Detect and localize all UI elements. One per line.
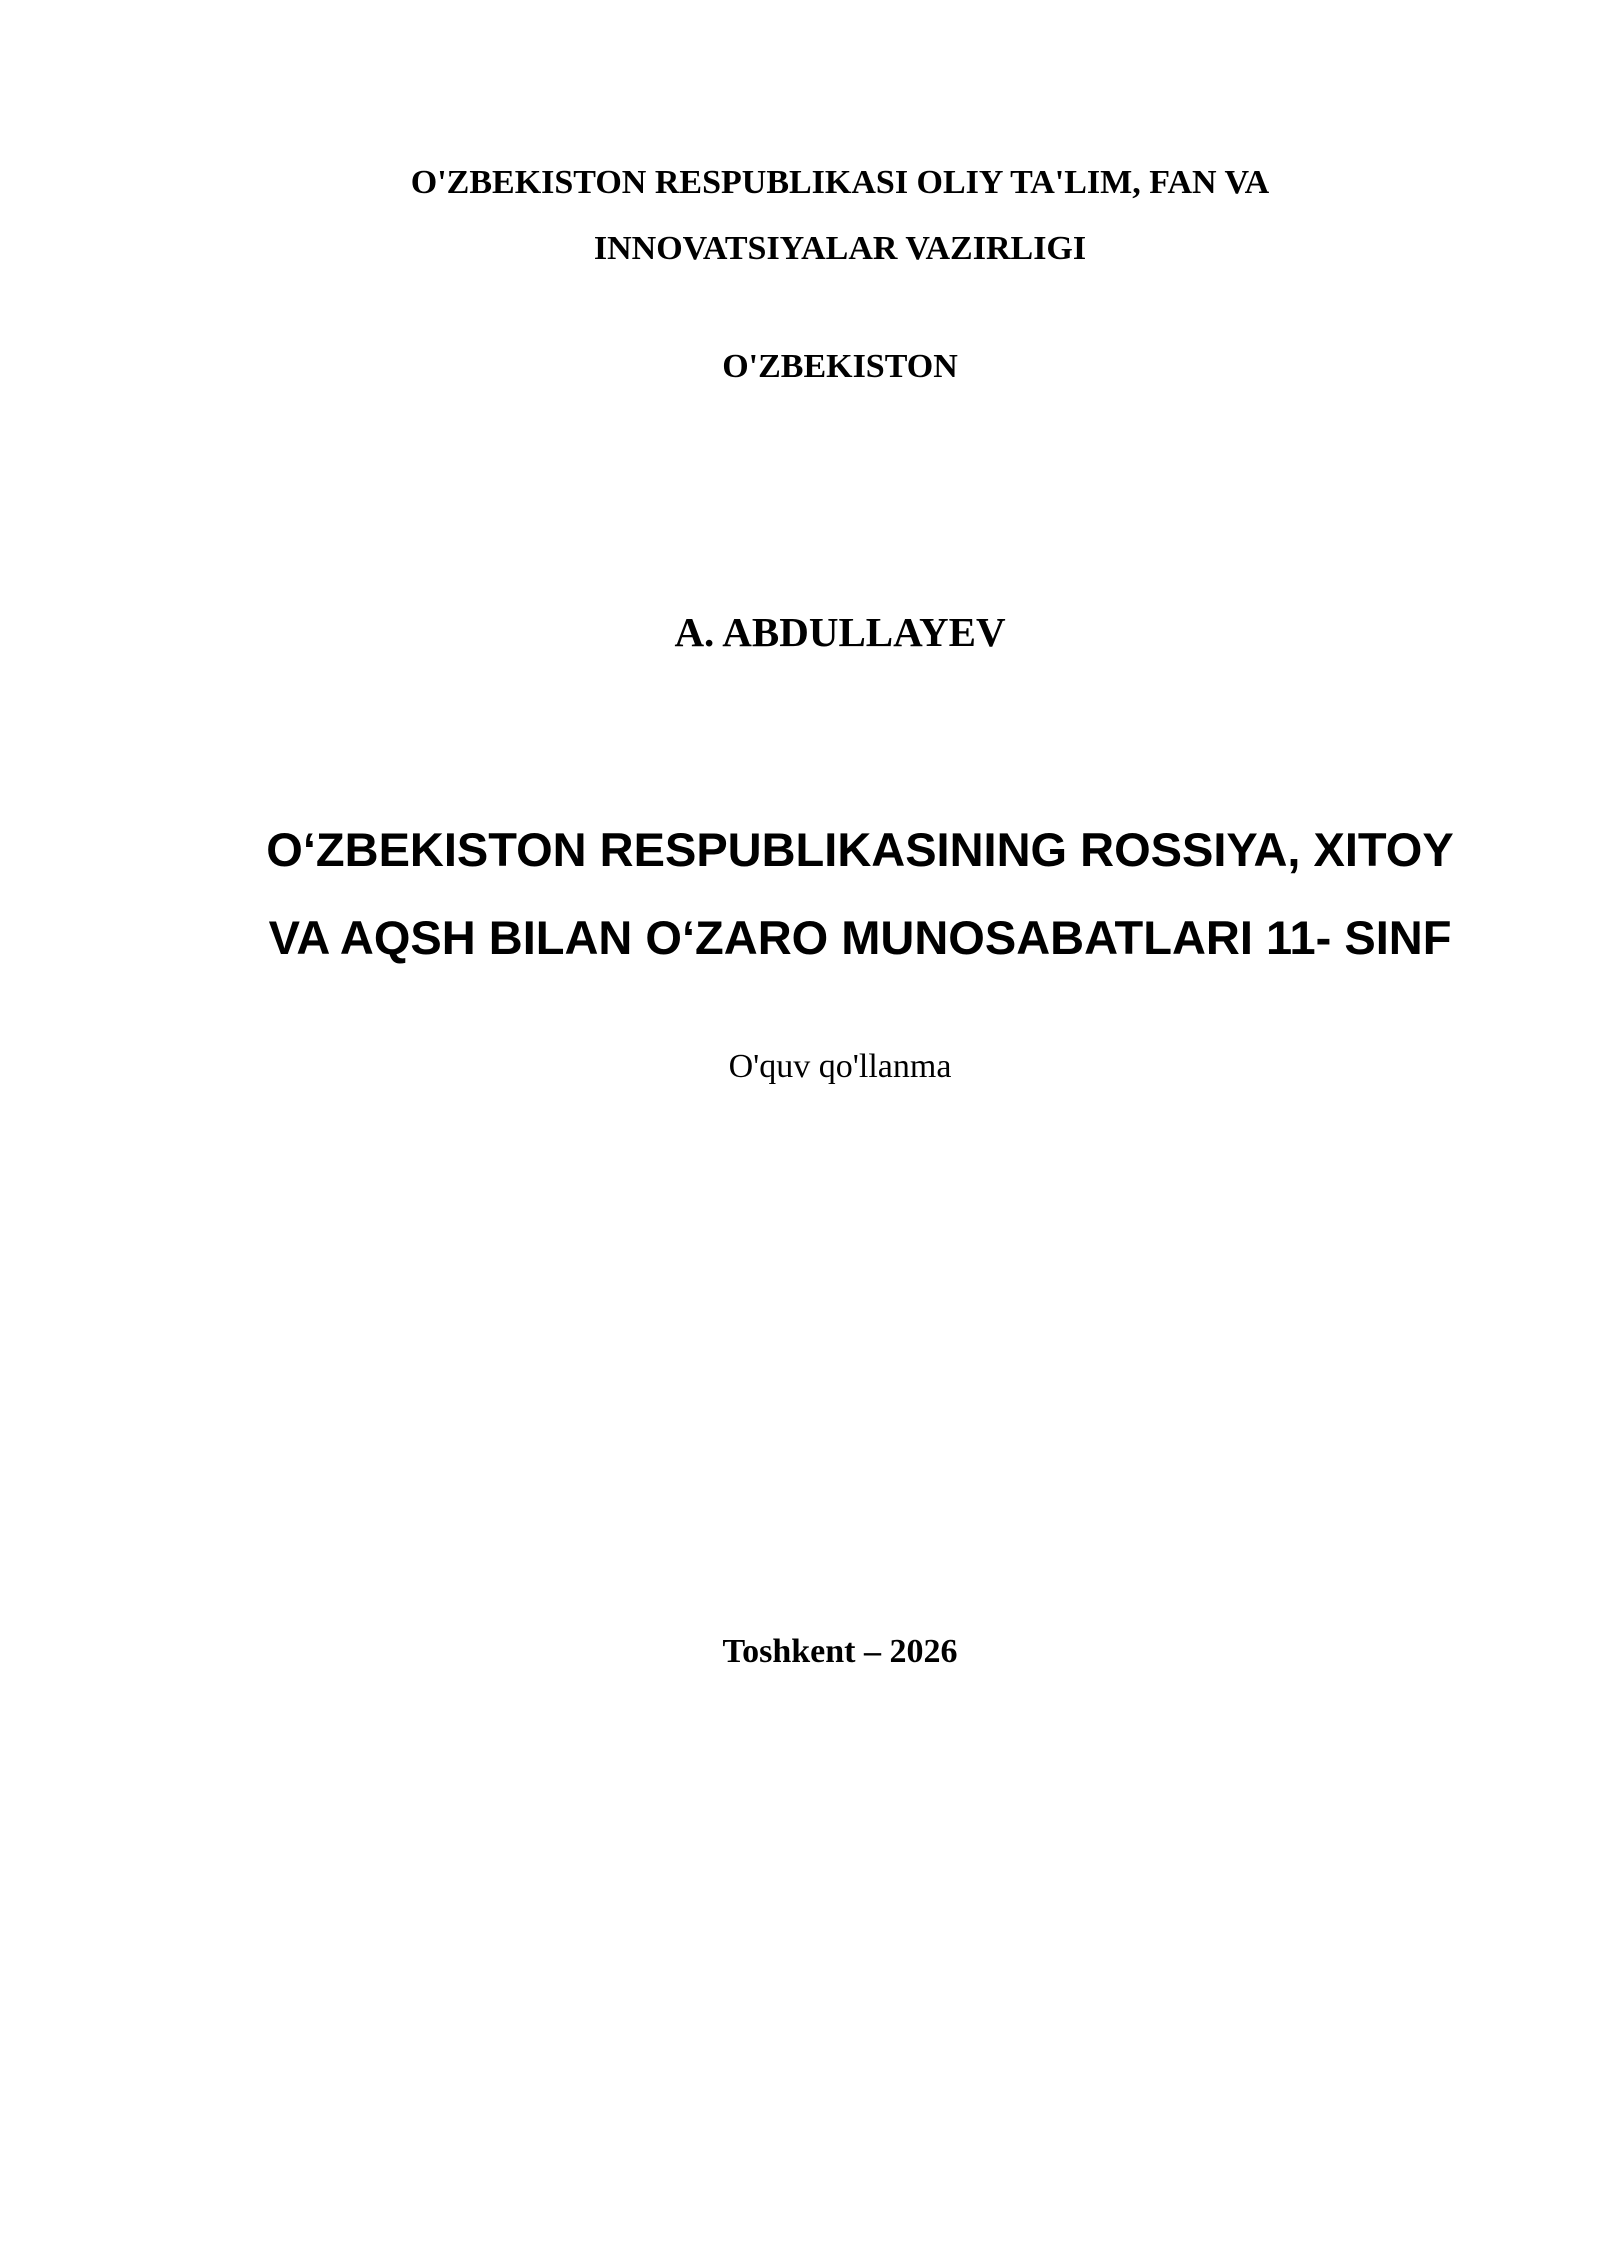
document-title <box>60 806 1600 982</box>
title-line-2: VA AQSH BILAN O‘ZARO MUNOSABATLARI 11- SINF <box>268 911 1452 964</box>
title-line-1: O‘ZBEKISTON RESPUBLIKASINING ROSSIYA, XITOY <box>266 823 1454 876</box>
subtitle-text: O'quv qo'llanma <box>728 1048 952 1085</box>
country-name: O'ZBEKISTON <box>722 348 958 385</box>
country-heading <box>40 343 1600 391</box>
ministry-line-1: O'ZBEKISTON RESPUBLIKASI OLIY TA'LIM, FAN VA <box>410 164 1270 201</box>
ministry-line-2: INNOVATSIYALAR VAZIRLIGI <box>593 230 1087 267</box>
ministry-heading <box>40 150 1600 282</box>
author-name <box>40 604 1600 660</box>
place-year-text: Toshkent – 2026 <box>722 1633 958 1670</box>
place-and-year <box>40 1628 1600 1676</box>
document-subtitle <box>40 1043 1600 1091</box>
author-text: A. ABDULLAYEV <box>674 609 1006 655</box>
